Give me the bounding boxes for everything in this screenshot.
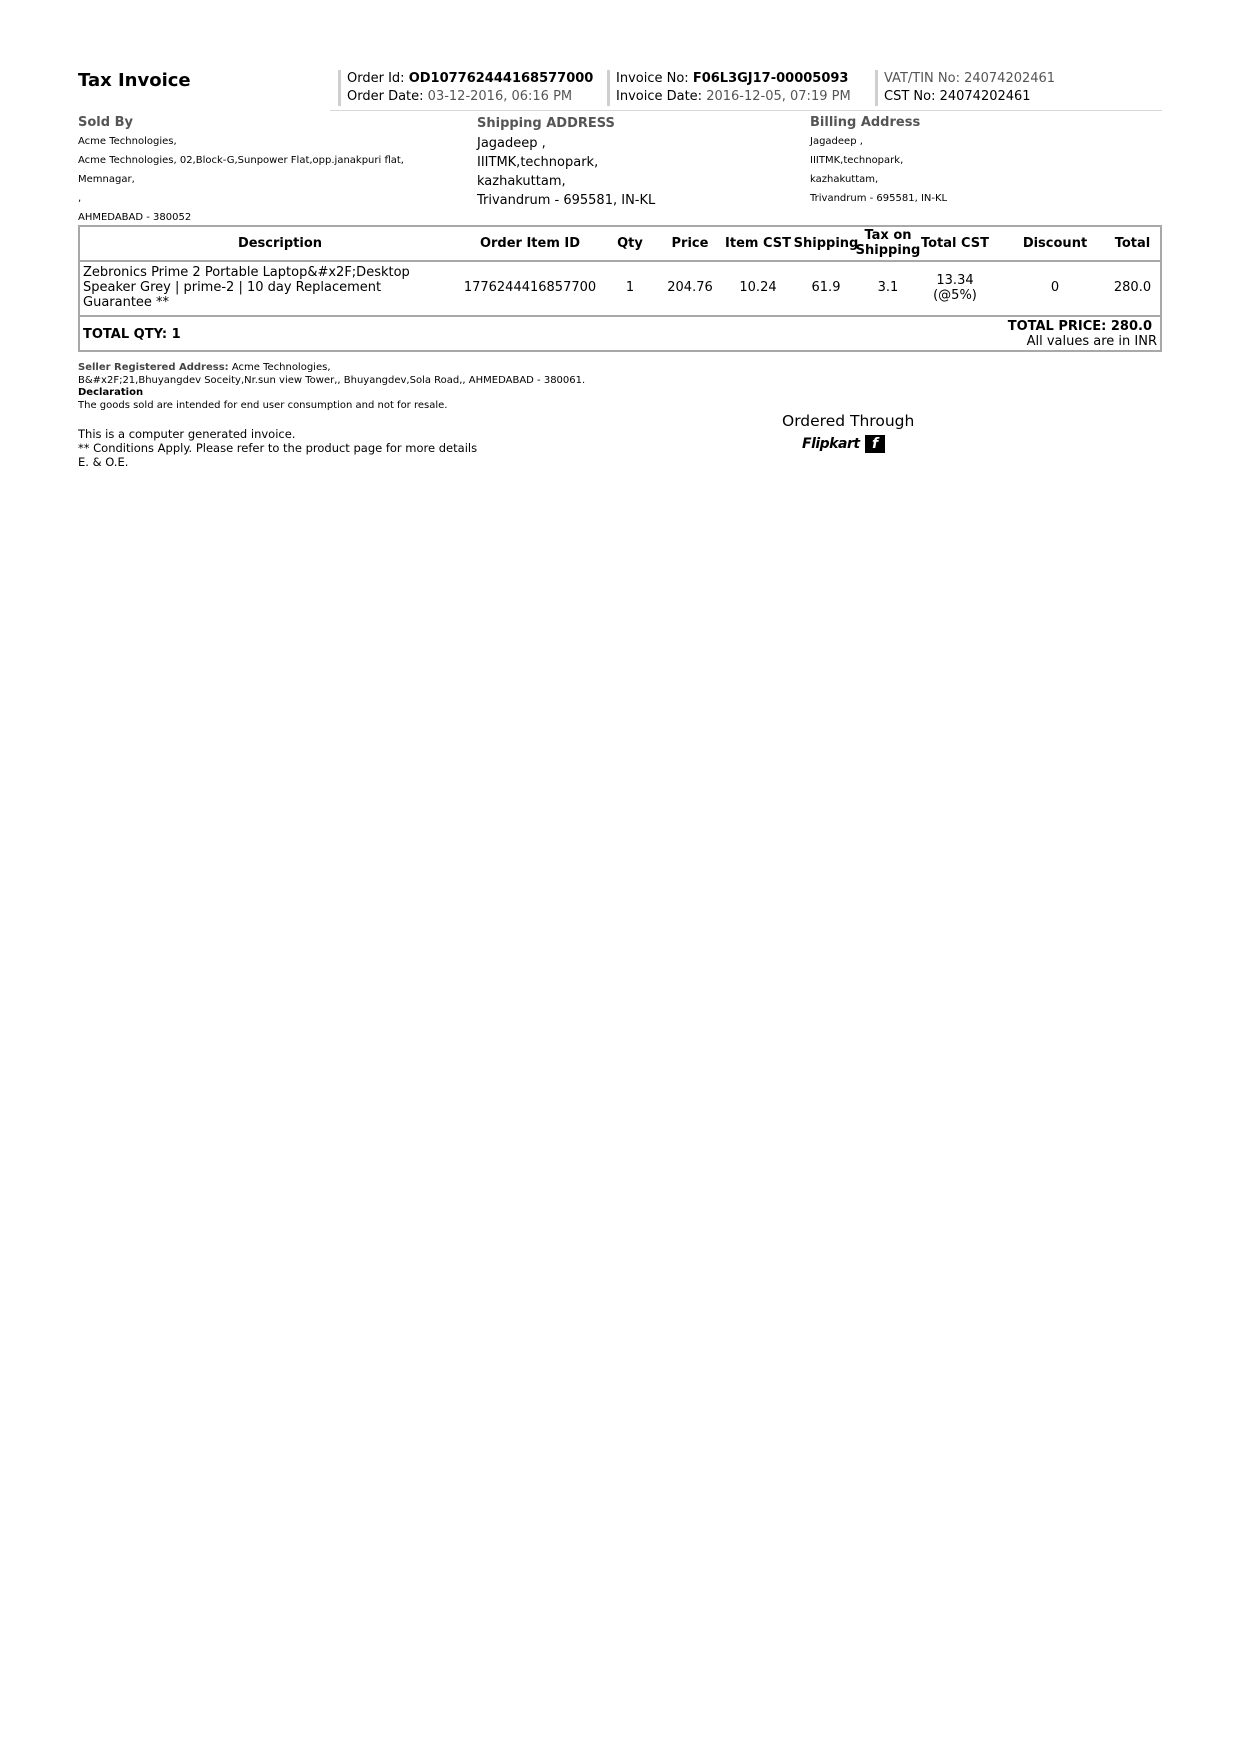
seller-registered-address (78, 362, 585, 412)
shipping-heading: Shipping ADDRESS (477, 116, 615, 131)
sold-by-line: Acme Technologies, 02,Block-G,Sunpower Flat,opp.janakpuri flat, (78, 155, 404, 166)
shipping-line: Trivandrum - 695581, IN-KL (477, 193, 656, 208)
item-description-line: Speaker Grey | prime-2 | 10 day Replacement (83, 280, 382, 295)
declaration-text: The goods sold are intended for end user consumption and not for resale. (78, 399, 448, 411)
col-item-cst: Item CST (725, 236, 791, 251)
col-total-cst: Total CST (920, 236, 990, 251)
item-shipping: 61.9 (811, 280, 841, 295)
sold-by-heading: Sold By (78, 115, 133, 130)
col-tax-on-shipping-line: Tax on (864, 228, 912, 243)
invoice-no-label: Invoice No: (616, 71, 689, 86)
col-order-item-id: Order Item ID (479, 236, 581, 251)
seller-reg-line: Acme Technologies, (231, 362, 331, 373)
billing-line: IIITMK,technopark, (810, 155, 904, 166)
col-tax-on-shipping-line: Shipping (855, 243, 921, 258)
shipping-line: IIITMK,technopark, (477, 155, 599, 170)
shipping-line: kazhakuttam, (477, 174, 566, 189)
ordered-through: Ordered Through (782, 412, 915, 430)
item-price: 204.76 (667, 280, 713, 295)
billing-address-section (810, 114, 947, 208)
invoice-date-label: Invoice Date: (616, 89, 703, 104)
vat-tin: VAT/TIN No: 24074202461 (884, 71, 1056, 86)
sold-by-line: Memnagar, (78, 174, 135, 185)
tax-info (875, 70, 1055, 106)
total-qty: TOTAL QTY: 1 (83, 327, 181, 342)
invoice-no: F06L3GJ17-00005093 (692, 71, 849, 86)
item-description (83, 265, 410, 310)
flipkart-bag-icon: f (865, 435, 885, 453)
item-total: 280.0 (1113, 280, 1152, 295)
col-qty: Qty (617, 236, 643, 251)
col-shipping: Shipping (793, 236, 859, 251)
item-qty: 1 (625, 280, 635, 295)
sold-by-line: Acme Technologies, (78, 136, 177, 147)
col-total: Total (1114, 236, 1151, 251)
item-discount: 0 (1050, 280, 1060, 295)
eoe-note: E. & O.E. (78, 455, 129, 469)
seller-reg-line: B&#x2F;21,Bhuyangdev Soceity,Nr.sun view Tower,, Bhuyangdev,Sola Road,, AHMEDABAD - 380061. (78, 374, 586, 386)
flipkart-logo-text: Flipkart (802, 436, 860, 452)
item-description-line: Guarantee ** (83, 295, 170, 310)
order-info (338, 70, 593, 106)
item-total-cst-value: 13.34 (936, 273, 974, 288)
billing-heading: Billing Address (810, 115, 921, 130)
col-description: Description (237, 236, 323, 251)
shipping-address-section (477, 114, 655, 210)
shipping-line: Jagadeep , (477, 136, 546, 151)
col-discount: Discount (1022, 236, 1088, 251)
item-order-item-id: 1776244416857700 (463, 280, 597, 295)
currency-note: All values are in INR (1026, 334, 1157, 349)
cst-no: CST No: 24074202461 (884, 89, 1031, 104)
computer-generated-note: This is a computer generated invoice. (78, 427, 296, 441)
invoice-date: 2016-12-05, 07:19 PM (706, 89, 851, 104)
conditions-note: ** Conditions Apply. Please refer to the product page for more details (78, 441, 478, 455)
billing-line: Jagadeep , (810, 136, 863, 147)
billing-line: Trivandrum - 695581, IN-KL (810, 193, 948, 204)
col-price: Price (671, 236, 709, 251)
order-date-label: Order Date: (347, 89, 424, 104)
order-id: OD107762444168577000 (408, 71, 594, 86)
sold-by-line: , (78, 193, 82, 204)
header-row-divider (80, 260, 1160, 262)
header-divider (330, 110, 1162, 111)
order-date: 03-12-2016, 06:16 PM (427, 89, 573, 104)
sold-by-section (78, 114, 404, 227)
item-description-line: Zebronics Prime 2 Portable Laptop&#x2F;Desktop (83, 265, 410, 280)
seller-reg-label: Seller Registered Address: (78, 362, 229, 373)
order-id-label: Order Id: (347, 71, 405, 86)
invoice-info (607, 70, 851, 106)
invoice-notes (78, 427, 477, 469)
sold-by-line: AHMEDABAD - 380052 (78, 212, 192, 223)
declaration-label: Declaration (78, 387, 144, 398)
invoice-title: Tax Invoice (78, 70, 191, 91)
item-tax-on-shipping: 3.1 (877, 280, 899, 295)
items-table (78, 225, 1162, 352)
billing-line: kazhakuttam, (810, 174, 879, 185)
item-total-cst-rate: (@5%) (933, 288, 977, 303)
total-row-divider (80, 315, 1160, 317)
item-cst: 10.24 (739, 280, 777, 295)
total-price: TOTAL PRICE: 280.0 (1007, 319, 1152, 334)
item-total-cst (910, 273, 1000, 303)
